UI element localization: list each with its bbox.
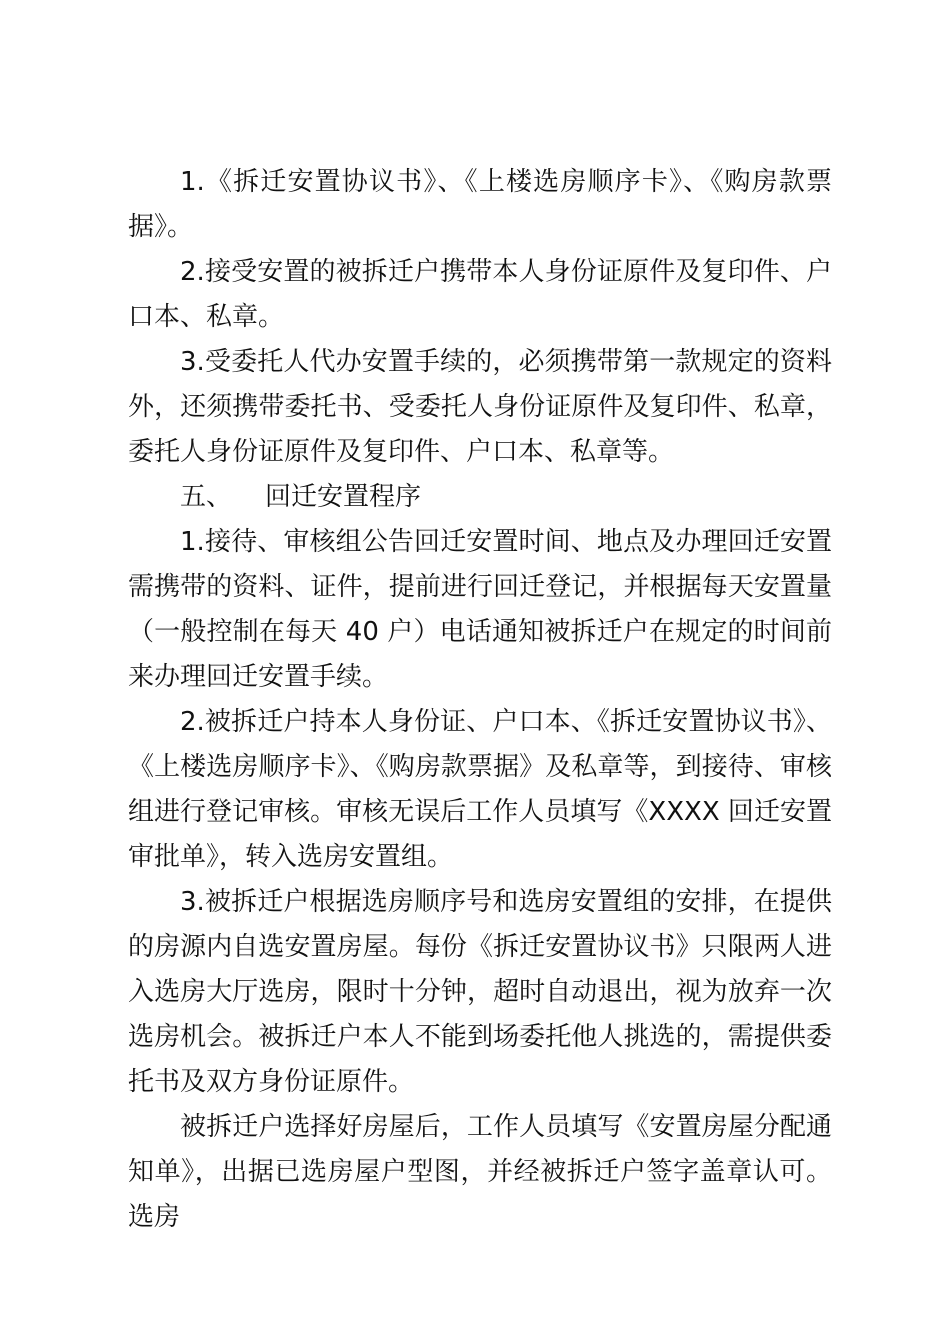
paragraph-allocation-notice: 被拆迁户选择好房屋后，工作人员填写《安置房屋分配通知单》，出据已选房屋户型图，并经被拆迁户签字盖章认可。选房 <box>128 1112 832 1232</box>
paragraph-proxy-requirements: 3.受委托人代办安置手续的，必须携带第一款规定的资料外，还须携带委托书、受委托人身份证原件及复印件、私章，委托人身份证原件及复印件、户口本、私章等。 <box>128 347 832 467</box>
paragraph-registration-review: 2.被拆迁户持本人身份证、户口本、《拆迁安置协议书》、《上楼选房顺序卡》、《购房款票据》及私章等，到接待、审核组进行登记审核。审核无误后工作人员填写《XXXX 回迁安置审批单》，转入选房安置组。 <box>128 707 832 872</box>
paragraph-house-selection: 3.被拆迁户根据选房顺序号和选房安置组的安排，在提供的房源内自选安置房屋。每份《拆迁安置协议书》只限两人进入选房大厅选房，限时十分钟，超时自动退出，视为放弃一次选房机会。被拆迁户本人不能到场委托他人挑选的，需提供委托书及双方身份证原件。 <box>128 887 832 1097</box>
paragraph-required-documents: 1.《拆迁安置协议书》、《上楼选房顺序卡》、《购房款票据》。 <box>128 167 832 242</box>
paragraph-reception-review: 1.接待、审核组公告回迁安置时间、地点及办理回迁安置需携带的资料、证件，提前进行回迁登记，并根据每天安置量（一般控制在每天 40 户）电话通知被拆迁户在规定的时间前来办理回迁安置手续。 <box>128 527 832 692</box>
paragraph-id-requirements: 2.接受安置的被拆迁户携带本人身份证原件及复印件、户口本、私章。 <box>128 257 832 332</box>
document-page <box>128 160 832 1240</box>
section-heading-relocation-procedure: 五、 回迁安置程序 <box>180 482 422 512</box>
